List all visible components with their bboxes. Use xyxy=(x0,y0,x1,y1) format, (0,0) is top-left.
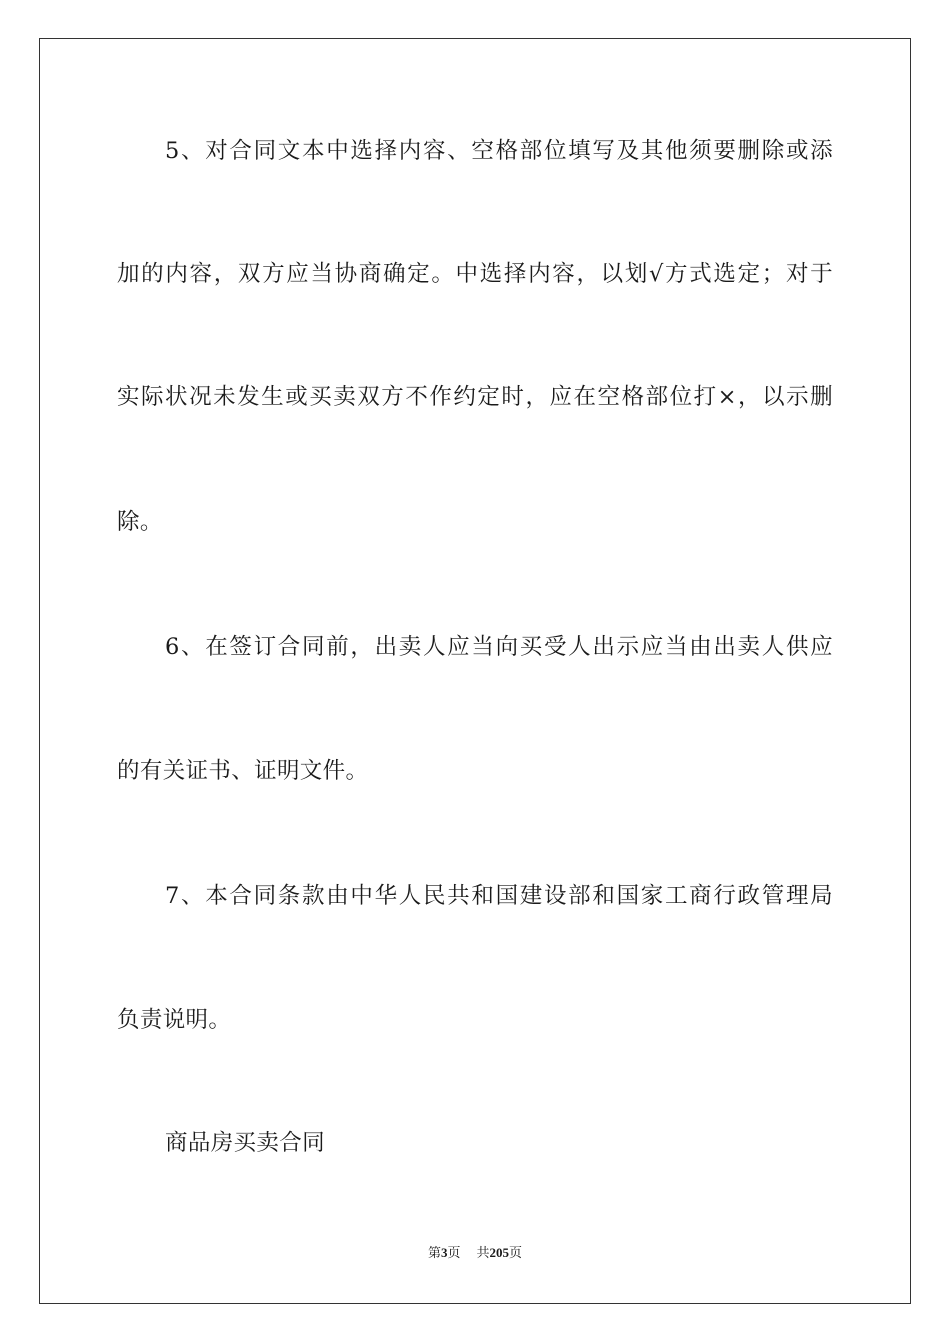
paragraph-5-line-2: 加的内容，双方应当协商确定。中选择内容，以划√方式选定；对于 xyxy=(117,261,833,287)
paragraph-6-line-2: 的有关证书、证明文件。 xyxy=(117,758,369,784)
paragraph-5-line-4: 除。 xyxy=(117,509,163,535)
footer-total-pages: 205 xyxy=(489,1245,510,1260)
footer-total-prefix: 共 xyxy=(476,1246,490,1261)
paragraph-7-line-2: 负责说明。 xyxy=(117,1007,232,1033)
paragraph-5-line-1: 5、对合同文本中选择内容、空格部位填写及其他须要删除或添 xyxy=(165,138,833,164)
paragraph-6-line-1: 6、在签订合同前，出卖人应当向买受人出示应当由出卖人供应 xyxy=(165,634,833,660)
paragraph-5-line-3: 实际状况未发生或买卖双方不作约定时，应在空格部位打×，以示删 xyxy=(117,384,833,410)
footer-page-suffix: 页 xyxy=(447,1246,461,1261)
footer-page-prefix: 第 xyxy=(427,1246,441,1261)
contract-title-line: 商品房买卖合同 xyxy=(165,1130,325,1156)
footer-page-number: 3 xyxy=(440,1245,448,1260)
page-footer xyxy=(0,1245,950,1262)
page-border xyxy=(39,38,911,1304)
footer-total-suffix: 页 xyxy=(509,1246,523,1261)
paragraph-7-line-1: 7、本合同条款由中华人民共和国建设部和国家工商行政管理局 xyxy=(165,883,833,909)
